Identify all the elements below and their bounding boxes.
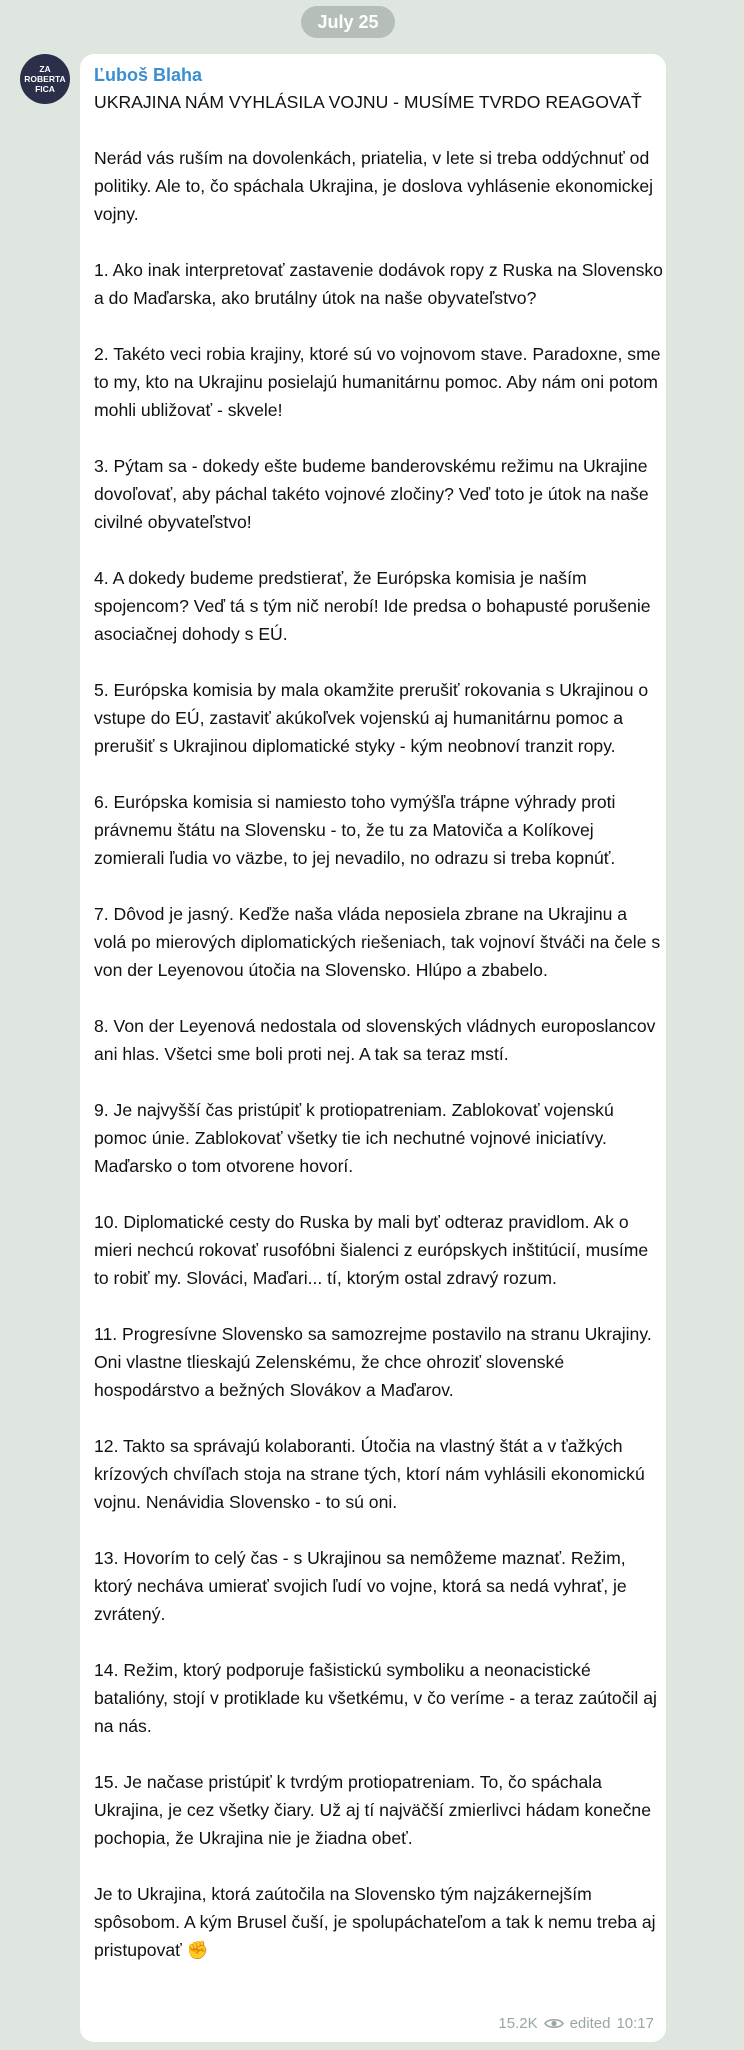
message-closing: Je to Ukrajina, ktorá zaútočila na Slovensko tým najzákernejším spôsobom. A kým Brusel čuší, je spolupáchateľom a tak k nemu treba aj pristupovať ✊ (94, 1884, 656, 1960)
message-paragraph: 2. Takéto veci robia krajiny, ktoré sú vo vojnovom stave. Paradoxne, sme to my, kto na Ukrajinu posielajú humanitárnu pomoc. Aby nám oni potom mohli ubližovať - skvele! (94, 344, 661, 420)
avatar-line-1: ZA (39, 64, 51, 74)
message-text (94, 88, 664, 1964)
message-paragraph: 12. Takto sa správajú kolaboranti. Útočia na vlastný štát a v ťažkých krízových chvíľach stoja na strane tých, ktorí nám vyhlásili ekonomickú vojnu. Nenávidia Slovensko - to sú oni. (94, 1436, 645, 1512)
view-count: 15.2K (498, 2015, 538, 2032)
message-paragraph: 11. Progresívne Slovensko sa samozrejme postavilo na stranu Ukrajiny. Oni vlastne tlieskajú Zelenskému, že chce ohroziť slovenské hospodárstvo a bežných Slovákov a Maďarov. (94, 1324, 652, 1400)
message-bubble[interactable] (80, 54, 666, 2042)
edited-label: edited (569, 2015, 611, 2032)
eye-icon (544, 2017, 564, 2030)
message-paragraph: 13. Hovorím to celý čas - s Ukrajinou sa nemôžeme maznať. Režim, ktorý necháva umierať svojich ľudí vo vojne, ktorá sa nedá vyhrať, je zvrátený. (94, 1548, 627, 1624)
message-time: 10:17 (616, 2015, 654, 2032)
message-paragraph: 4. A dokedy budeme predstierať, že Európska komisia je naším spojencom? Veď tá s tým nič nerobí! Ide predsa o bohapusté porušenie asociačnej dohody s EÚ. (94, 568, 651, 644)
avatar-line-3: FICA (35, 84, 55, 94)
message-paragraph: 7. Dôvod je jasný. Keďže naša vláda neposiela zbrane na Ukrajinu a volá po mierových diplomatických riešeniach, tak vojnoví štváči na čele s von der Leyenovou útočia na Slovensko. Hlúpo a zbabelo. (94, 904, 661, 980)
message-paragraph: Nerád vás ruším na dovolenkách, priatelia, v lete si treba oddýchnuť od politiky. Ale to, čo spáchala Ukrajina, je doslova vyhlásenie ekonomickej vojny. (94, 148, 654, 224)
message-title: UKRAJINA NÁM VYHLÁSILA VOJNU - MUSÍME TVRDO REAGOVAŤ (94, 92, 642, 112)
message-paragraph: 1. Ako inak interpretovať zastavenie dodávok ropy z Ruska na Slovensko a do Maďarska, ako brutálny útok na naše obyvateľstvo? (94, 260, 663, 308)
sender-name[interactable]: Ľuboš Blaha (94, 65, 203, 85)
message-paragraph: 14. Režim, ktorý podporuje fašistickú symboliku a neonacistické batalióny, stojí v protiklade ku všetkému, v čo veríme - a teraz zaútočil aj na nás. (94, 1660, 657, 1736)
message-meta (498, 2015, 654, 2032)
message-paragraph: 10. Diplomatické cesty do Ruska by mali byť odteraz pravidlom. Ak o mieri nechcú rokovať rusofóbni šialenci z európskych inštitúcií, musíme to robiť my. Slováci, Maďari... tí, ktorým ostal zdravý rozum. (94, 1212, 649, 1288)
message-paragraph: 9. Je najvyšší čas pristúpiť k protiopatreniam. Zablokovať vojenskú pomoc únie. Zablokovať všetky tie ich nechutné vojnové iniciatívy. Maďarsko o tom otvorene hovorí. (94, 1100, 614, 1176)
message-paragraph: 15. Je načase pristúpiť k tvrdým protiopatreniam. To, čo spáchala Ukrajina, je cez všetky čiary. Už aj tí najväčší zmierlivci hádam konečne pochopia, že Ukrajina nie je žiadna obeť. (94, 1772, 652, 1848)
channel-avatar[interactable] (20, 54, 70, 104)
message-paragraph: 6. Európska komisia si namiesto toho vymýšľa trápne výhrady proti právnemu štátu na Slovensku - to, že tu za Matoviča a Kolíkovej zomierali ľudia vo väzbe, to jej nevadilo, no odrazu si treba kopnúť. (94, 792, 616, 868)
message-paragraph: 5. Európska komisia by mala okamžite prerušiť rokovania s Ukrajinou o vstupe do EÚ, zastaviť akúkoľvek vojenskú aj humanitárnu pomoc a prerušiť s Ukrajinou diplomatické styky - kým neobnoví tranzit ropy. (94, 680, 649, 756)
avatar-line-2: ROBERTA (24, 74, 66, 84)
date-separator: July 25 (301, 6, 395, 38)
message-paragraph: 3. Pýtam sa - dokedy ešte budeme banderovskému režimu na Ukrajine dovoľovať, aby páchal takéto vojnové zločiny? Veď toto je útok na naše civilné obyvateľstvo! (94, 456, 649, 532)
message-paragraph: 8. Von der Leyenová nedostala od slovenských vládnych europoslancov ani hlas. Všetci sme boli proti nej. A tak sa teraz mstí. (94, 1016, 656, 1064)
